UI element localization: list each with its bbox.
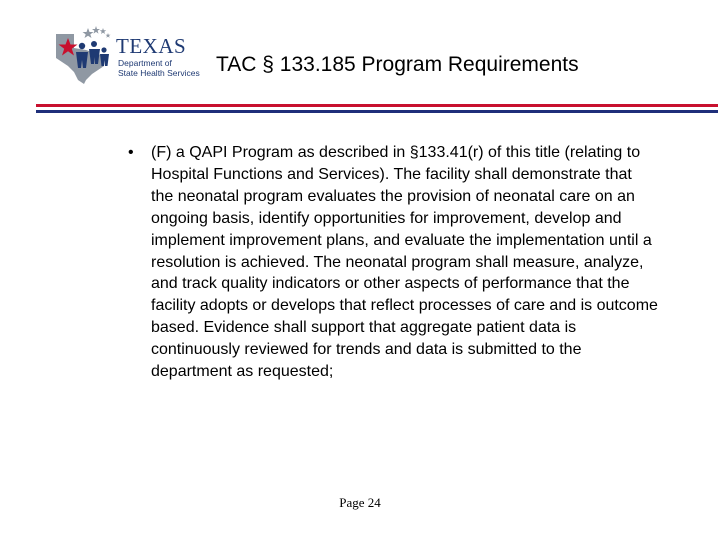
bullet-item [128, 142, 658, 383]
bullet-text: (F) a QAPI Program as described in §133.41(r) of this title (relating to Hospital Functions and Services). The facility shall demonstrate that the neonatal program evaluates the provision of neonatal care on an ongoing basis, identify opportunities for improvement, develop and implement improvement plans, and evaluate the implementation until a resolution is achieved. The neonatal program shall measure, analyze, and track quality indicators or other aspects of performance that the facility adopts or develops that reflect processes of care and is outcome based. Evidence shall support that aggregate patient data is continuously reviewed for trends and data is submitted to the department as requested; [151, 144, 658, 381]
red-divider [36, 104, 718, 107]
logo-title: TEXAS [116, 34, 187, 58]
blue-divider [36, 110, 718, 113]
people-figures [76, 41, 109, 68]
page-number: Page 24 [339, 495, 381, 510]
slide-title: TAC § 133.185 Program Requirements [216, 53, 579, 76]
logo-subtitle [118, 58, 200, 78]
dshs-logo [52, 22, 208, 86]
star-arc [83, 26, 111, 38]
logo-subtitle-line: Department of [118, 58, 172, 68]
bullet-marker: • [128, 144, 134, 161]
logo-subtitle-line: State Health Services [118, 68, 200, 78]
texas-state-icon [52, 22, 116, 86]
